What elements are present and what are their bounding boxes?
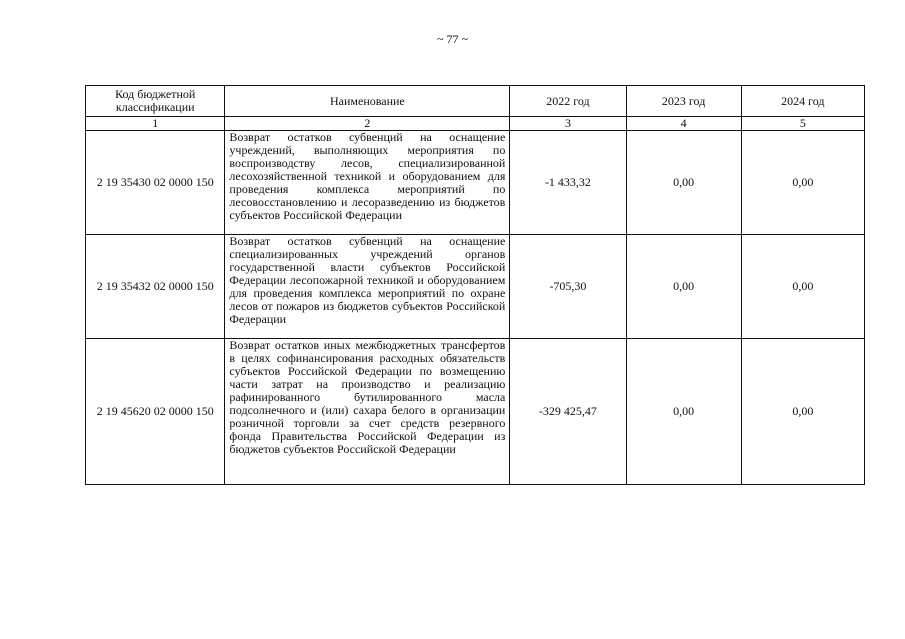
value-2023: 0,00	[626, 131, 741, 235]
item-name: Возврат остатков иных межбюджетных трансфертов в целях софинансирования расходных обязательств субъектов Российской Федерации по возмещению части затрат на производство и реализацию рафинированного бутилированного масла подсолнечного и (или) сахара белого в организации розничной торговли за счет средств резервного фонда Правительства Российской Федерации из бюджетов субъектов Российской Федерации	[225, 339, 510, 485]
value-2024: 0,00	[741, 339, 864, 485]
header-2023: 2023 год	[626, 86, 741, 117]
table-row	[86, 235, 865, 339]
column-number: 4	[626, 117, 741, 131]
header-name: Наименование	[225, 86, 510, 117]
value-2022: -1 433,32	[510, 131, 626, 235]
budget-code: 2 19 45620 02 0000 150	[86, 339, 225, 485]
header-2024: 2024 год	[741, 86, 864, 117]
column-number: 5	[741, 117, 864, 131]
header-row	[86, 86, 865, 117]
value-2023: 0,00	[626, 235, 741, 339]
budget-table	[85, 85, 865, 485]
table-row	[86, 339, 865, 485]
value-2023: 0,00	[626, 339, 741, 485]
value-2024: 0,00	[741, 235, 864, 339]
header-code: Код бюджетной классификации	[86, 86, 225, 117]
page-number: ~ 77 ~	[437, 32, 468, 46]
value-2022: -329 425,47	[510, 339, 626, 485]
column-number-row	[86, 117, 865, 131]
header-2022: 2022 год	[510, 86, 626, 117]
budget-code: 2 19 35432 02 0000 150	[86, 235, 225, 339]
column-number: 3	[510, 117, 626, 131]
table-row	[86, 131, 865, 235]
value-2024: 0,00	[741, 131, 864, 235]
column-number: 1	[86, 117, 225, 131]
value-2022: -705,30	[510, 235, 626, 339]
column-number: 2	[225, 117, 510, 131]
item-name: Возврат остатков субвенций на оснащение специализированных учреждений органов государственной власти субъектов Российской Федерации лесопожарной техникой и оборудованием для проведения комплекса мероприятий по охране лесов от пожаров из бюджетов субъектов Российской Федерации	[225, 235, 510, 339]
item-name: Возврат остатков субвенций на оснащение учреждений, выполняющих мероприятия по воспроизводству лесов, специализированной лесохозяйственной техникой и оборудованием для проведения комплекса мероприятий по лесовосстановлению и лесоразведению из бюджетов субъектов Российской Федерации	[225, 131, 510, 235]
budget-code: 2 19 35430 02 0000 150	[86, 131, 225, 235]
